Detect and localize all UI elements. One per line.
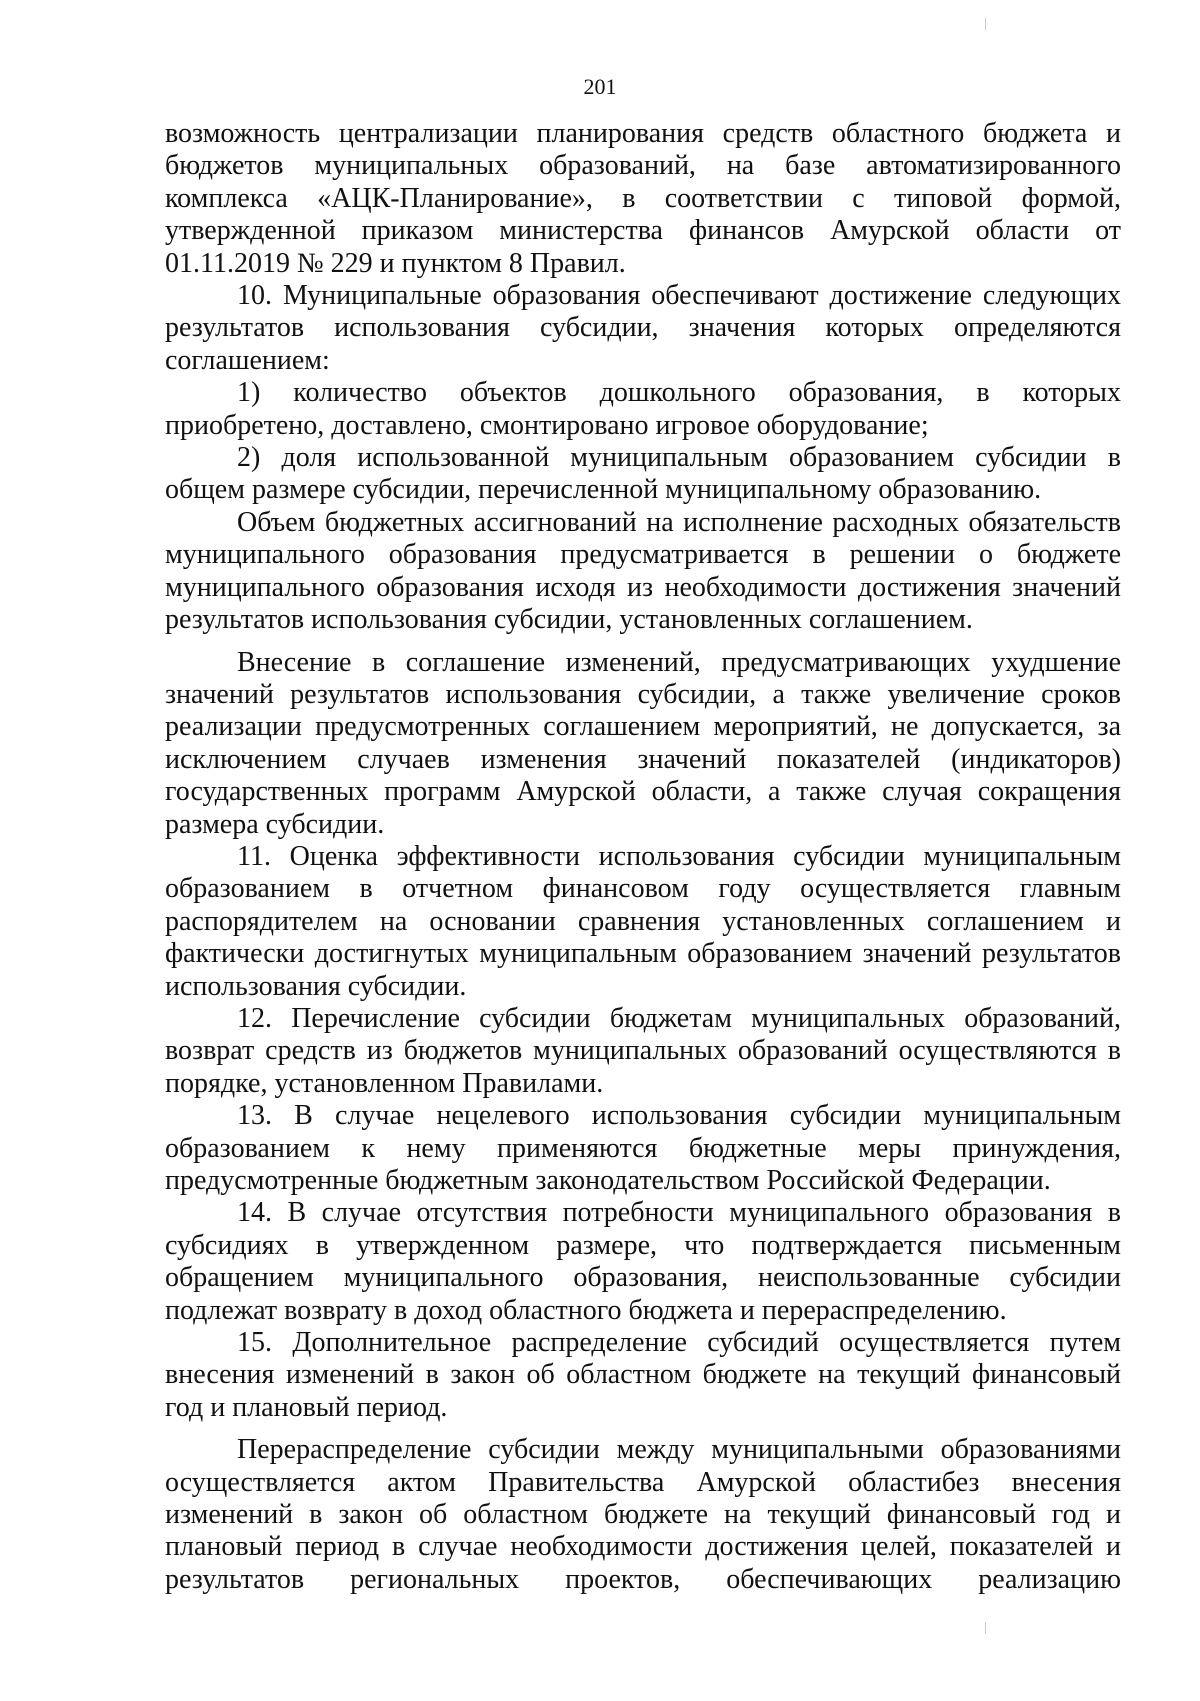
list-item: 1) количество объектов дошкольного образования, в которых приобретено, доставлено, смонтировано игровое оборудование; [165, 377, 1121, 441]
scan-mark [985, 1622, 986, 1634]
paragraph: Перераспределение субсидии между муниципальными образованиями осуществляется актом Правительства Амурской областибез внесения изменений в закон об областном бюджете на текущий финансовый год и плановый период в случае необходимости достижения целей, показателей и результатов региональных проектов, обеспечивающих реализацию [165, 1434, 1121, 1595]
paragraph: 10. Муниципальные образования обеспечивают достижение следующих результатов использования субсидии, значения которых определяются соглашением: [165, 280, 1121, 376]
paragraph: Объем бюджетных ассигнований на исполнение расходных обязательств муниципального образования предусматривается в решении о бюджете муниципального образования исходя из необходимости достижения значений результатов использования субсидии, установленных соглашением. [165, 506, 1121, 636]
paragraph: 14. В случае отсутствия потребности муниципального образования в субсидиях в утвержденном размере, что подтверждается письменным обращением муниципального образования, неиспользованные субсидии подлежат возврату в доход областного бюджета и перераспределению. [165, 1197, 1121, 1326]
paragraph: 13. В случае нецелевого использования субсидии муниципальным образованием к нему применяются бюджетные меры принуждения, предусмотренные бюджетным законодательством Российской Федерации. [165, 1100, 1121, 1196]
paragraph: 11. Оценка эффективности использования субсидии муниципальным образованием в отчетном финансовом году осуществляется главным распорядителем на основании сравнения установленных соглашением и фактически достигнутых муниципальным образованием значений результатов использования субсидии. [165, 840, 1121, 1002]
paragraph: 12. Перечисление субсидии бюджетам муниципальных образований, возврат средств из бюджетов муниципальных образований осуществляются в порядке, установленном Правилами. [165, 1002, 1121, 1099]
scan-mark [985, 18, 986, 30]
document-body [165, 118, 1121, 1596]
list-item: 2) доля использованной муниципальным образованием субсидии в общем размере субсидии, перечисленной муниципальному образованию. [165, 442, 1121, 506]
paragraph: Внесение в соглашение изменений, предусматривающих ухудшение значений результатов использования субсидии, а также увеличение сроков реализации предусмотренных соглашением мероприятий, не допускается, за исключением случаев изменения значений показателей (индикаторов) государственных программ Амурской области, а также случая сокращения размера субсидии. [165, 646, 1121, 840]
page-number: 201 [583, 74, 617, 99]
paragraph: возможность централизации планирования средств областного бюджета и бюджетов муниципальных образований, на базе автоматизированного комплекса «АЦК-Планирование», в соответствии с типовой формой, утвержденной приказом министерства финансов Амурской области от 01.11.2019 № 229 и пунктом 8 Правил. [165, 118, 1121, 279]
paragraph: 15. Дополнительное распределение субсидий осуществляется путем внесения изменений в закон об областном бюджете на текущий финансовый год и плановый период. [165, 1327, 1121, 1423]
